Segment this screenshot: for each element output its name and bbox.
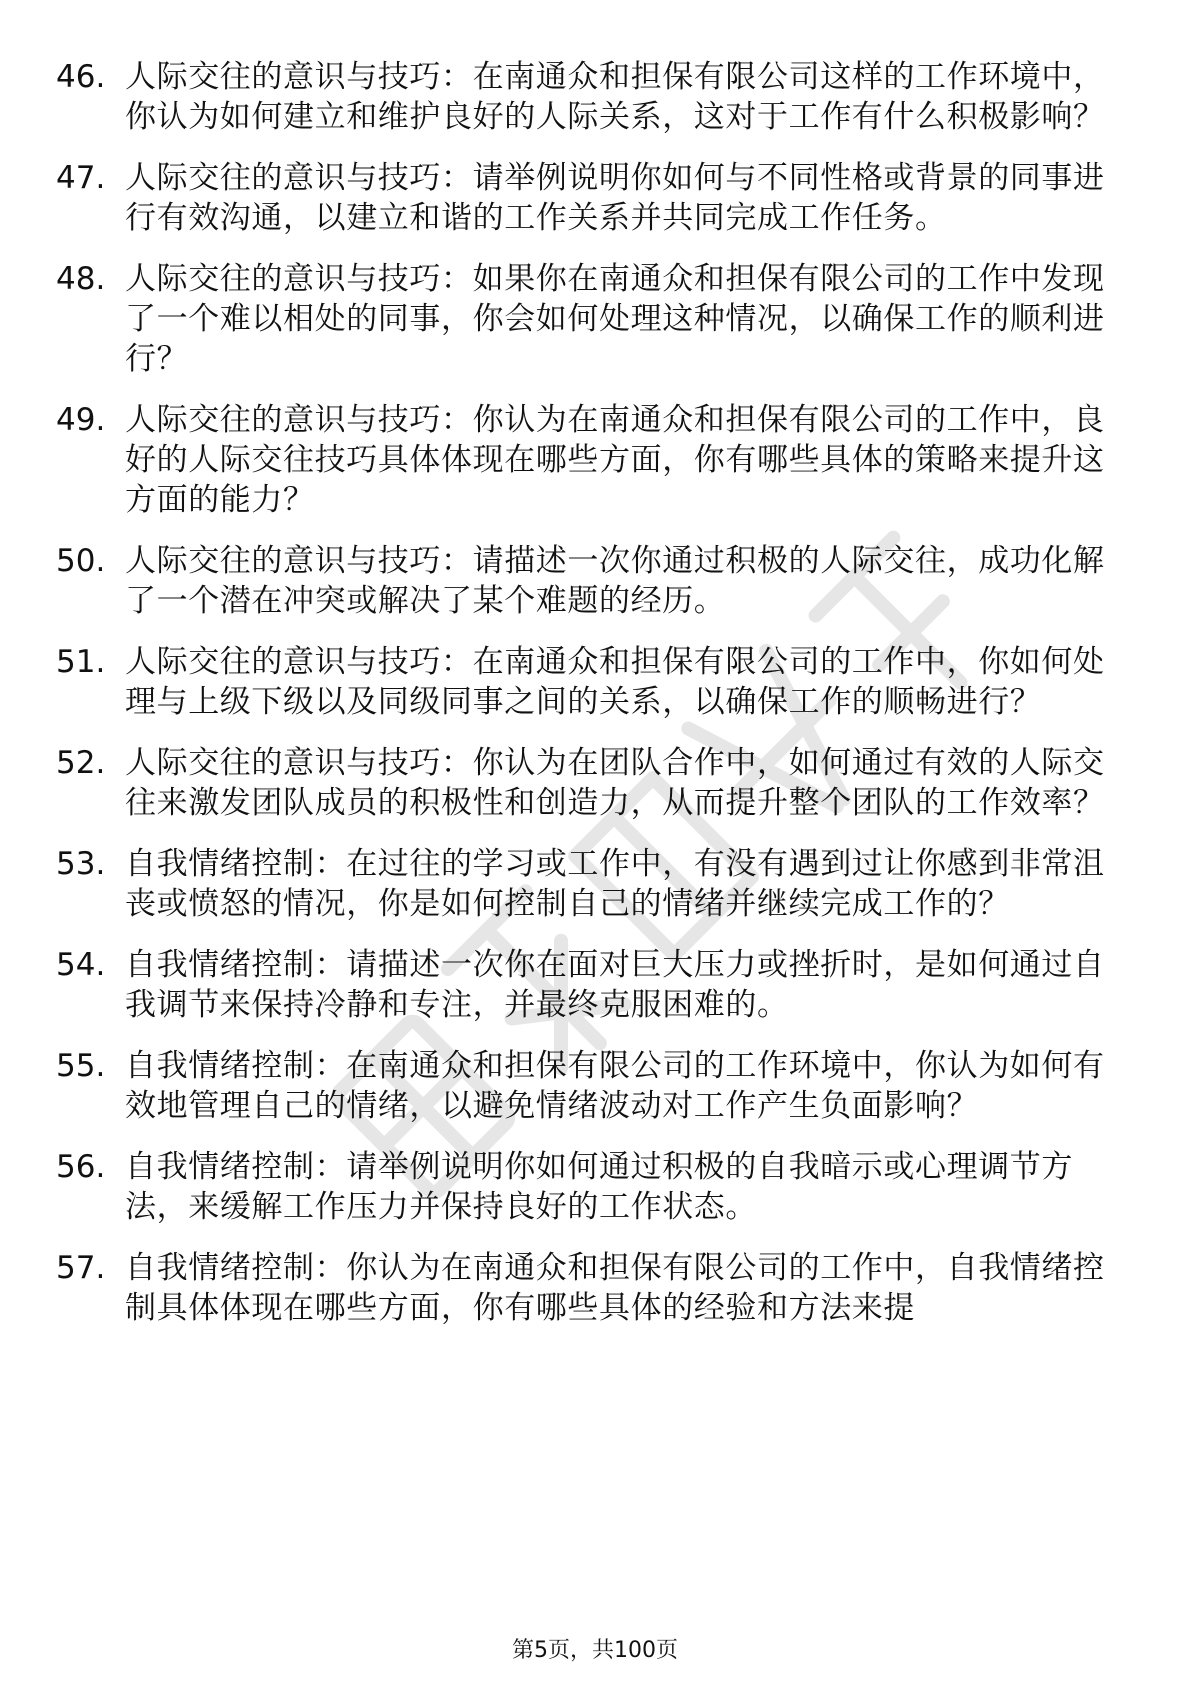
- question-item: [0, 844, 1190, 924]
- question-text: 自我情绪控制：请描述一次你在面对巨大压力或挫折时，是如何通过自我调节来保持冷静和专注，并最终克服困难的。: [125, 947, 1105, 1023]
- question-item: [0, 400, 1190, 520]
- question-number: 56.: [56, 1149, 106, 1185]
- question-number: 54.: [56, 947, 106, 983]
- question-item: [0, 1046, 1190, 1126]
- question-number: 57.: [56, 1250, 106, 1286]
- question-item: [0, 642, 1190, 722]
- question-text: 自我情绪控制：请举例说明你如何通过积极的自我暗示或心理调节方法，来缓解工作压力并保持良好的工作状态。: [125, 1149, 1073, 1225]
- question-number: 53.: [56, 846, 106, 882]
- question-text: 人际交往的意识与技巧：如果你在南通众和担保有限公司的工作中发现了一个难以相处的同事，你会如何处理这种情况，以确保工作的顺利进行？: [125, 261, 1105, 377]
- question-number: 50.: [56, 543, 106, 579]
- question-item: [0, 541, 1190, 621]
- question-item: [0, 1147, 1190, 1227]
- question-text: 人际交往的意识与技巧：你认为在南通众和担保有限公司的工作中，良好的人际交往技巧具体体现在哪些方面，你有哪些具体的策略来提升这方面的能力？: [125, 402, 1105, 518]
- question-text: 自我情绪控制：在过往的学习或工作中，有没有遇到过让你感到非常沮丧或愤怒的情况，你是如何控制自己的情绪并继续完成工作的？: [125, 846, 1105, 922]
- question-text: 人际交往的意识与技巧：在南通众和担保有限公司这样的工作环境中，你认为如何建立和维护良好的人际关系，这对于工作有什么积极影响？: [125, 59, 1105, 135]
- question-number: 48.: [56, 261, 106, 297]
- question-number: 49.: [56, 402, 106, 438]
- question-list: [0, 57, 1190, 1349]
- question-text: 人际交往的意识与技巧：请举例说明你如何与不同性格或背景的同事进行有效沟通，以建立和谐的工作关系并共同完成工作任务。: [125, 160, 1105, 236]
- question-item: [0, 158, 1190, 238]
- question-number: 55.: [56, 1048, 106, 1084]
- question-text: 自我情绪控制：在南通众和担保有限公司的工作环境中，你认为如何有效地管理自己的情绪，以避免情绪波动对工作产生负面影响？: [125, 1048, 1105, 1124]
- question-item: [0, 1248, 1190, 1328]
- question-text: 自我情绪控制：你认为在南通众和担保有限公司的工作中，自我情绪控制具体体现在哪些方面，你有哪些具体的经验和方法来提: [125, 1250, 1105, 1326]
- question-item: [0, 743, 1190, 823]
- question-number: 47.: [56, 160, 106, 196]
- question-item: [0, 945, 1190, 1025]
- question-text: 人际交往的意识与技巧：你认为在团队合作中，如何通过有效的人际交往来激发团队成员的积极性和创造力，从而提升整个团队的工作效率？: [125, 745, 1105, 821]
- question-text: 人际交往的意识与技巧：在南通众和担保有限公司的工作中，你如何处理与上级下级以及同级同事之间的关系，以确保工作的顺畅进行？: [125, 644, 1105, 720]
- question-text: 人际交往的意识与技巧：请描述一次你通过积极的人际交往，成功化解了一个潜在冲突或解决了某个难题的经历。: [125, 543, 1105, 619]
- question-item: [0, 57, 1190, 137]
- question-number: 51.: [56, 644, 106, 680]
- page-footer: 第5页，共100页: [512, 1638, 678, 1663]
- question-number: 46.: [56, 59, 106, 95]
- question-number: 52.: [56, 745, 106, 781]
- question-item: [0, 259, 1190, 379]
